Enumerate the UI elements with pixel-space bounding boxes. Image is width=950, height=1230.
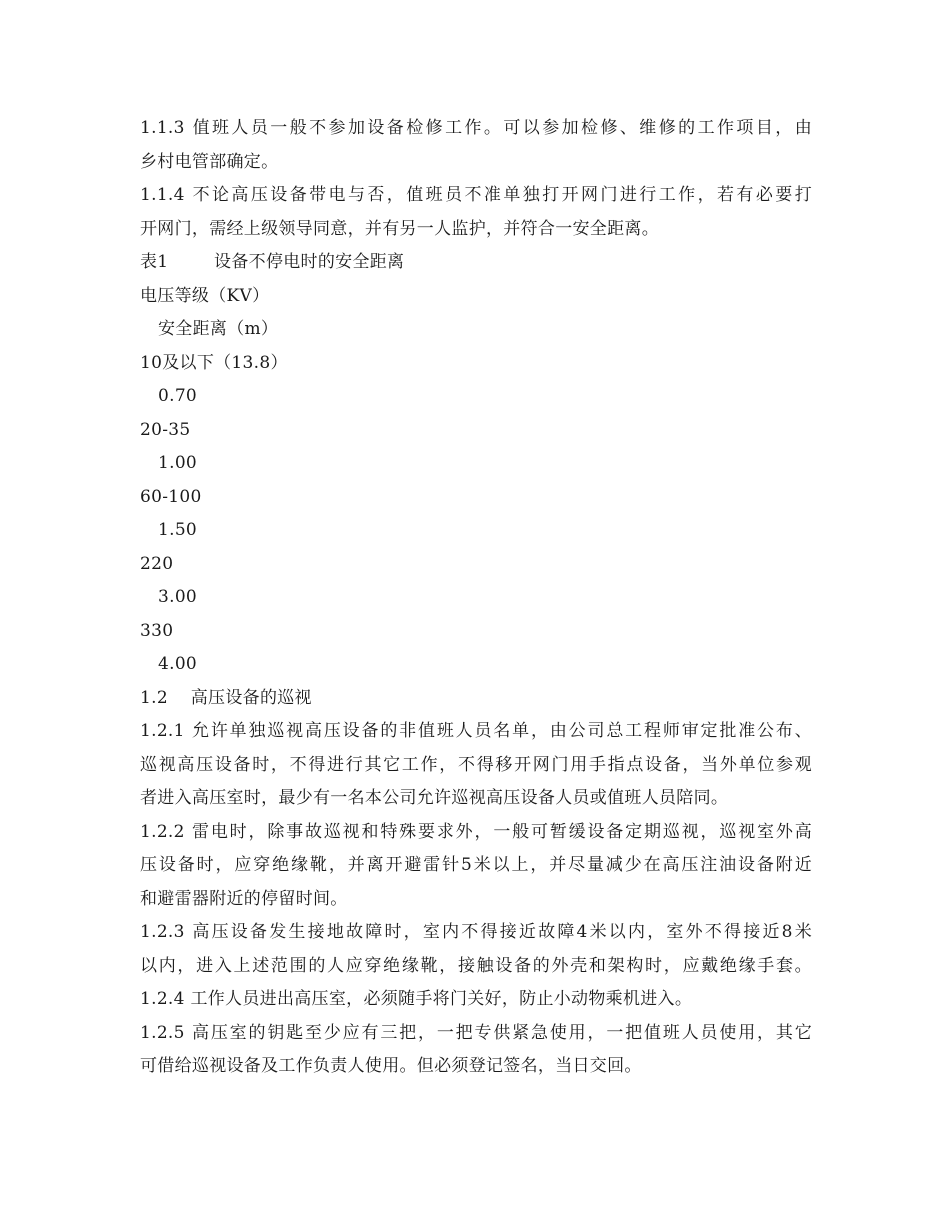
text-line: 乡村电管部确定。 bbox=[140, 151, 279, 172]
text-line: 以内，进入上述范围的人应穿绝缘靴，接触设备的外壳和架构时，应戴绝缘手套。 bbox=[140, 955, 812, 976]
text-line: 安全距离（m） bbox=[158, 319, 279, 339]
text-line: 4.00 bbox=[158, 654, 198, 674]
text-line: 3.00 bbox=[158, 587, 198, 607]
text-line: 1.2.2 雷电时，除事故巡视和特殊要求外，一般可暂缓设备定期巡视，巡视室外高 bbox=[140, 821, 812, 842]
text-line: 巡视高压设备时，不得进行其它工作，不得移开网门用手指点设备，当外单位参观 bbox=[140, 754, 812, 775]
text-line: 1.2.5 高压室的钥匙至少应有三把，一把专供紧急使用，一把值班人员使用，其它 bbox=[140, 1022, 812, 1043]
text-line: 压设备时，应穿绝缘靴，并离开避雷针5米以上，并尽量减少在高压注油设备附近 bbox=[140, 855, 812, 875]
text-line: 表1 设备不停电时的安全距离 bbox=[140, 252, 405, 272]
text-line: 者进入高压室时，最少有一名本公司允许巡视高压设备人员或值班人员陪同。 bbox=[140, 788, 729, 808]
text-line: 20-35 bbox=[140, 419, 191, 440]
text-line: 可借给巡视设备及工作负责人使用。但必须登记签名，当日交回。 bbox=[140, 1056, 642, 1076]
text-line: 220 bbox=[140, 553, 174, 574]
text-line: 1.50 bbox=[158, 520, 198, 540]
text-line: 1.00 bbox=[158, 453, 198, 473]
text-line: 0.70 bbox=[158, 386, 198, 406]
text-line: 60-100 bbox=[140, 486, 202, 507]
text-line: 330 bbox=[140, 620, 174, 641]
text-line: 1.1.3 值班人员一般不参加设备检修工作。可以参加检修、维修的工作项目，由 bbox=[140, 118, 812, 138]
text-line: 1.2 高压设备的巡视 bbox=[140, 687, 312, 708]
text-line: 1.2.3 高压设备发生接地故障时，室内不得接近故障4米以内，室外不得接近8米 bbox=[140, 922, 812, 942]
text-line: 1.1.4 不论高压设备带电与否，值班员不准单独打开网门进行工作，若有必要打 bbox=[140, 185, 812, 205]
text-line: 和避雷器附近的停留时间。 bbox=[140, 888, 348, 909]
document-body bbox=[140, 112, 812, 1084]
text-line: 1.2.1 允许单独巡视高压设备的非值班人员名单，由公司总工程师审定批准公布、 bbox=[140, 721, 812, 741]
text-line: 电压等级（KV） bbox=[140, 285, 270, 306]
text-line: 10及以下（13.8） bbox=[140, 352, 288, 373]
text-line: 开网门，需经上级领导同意，并有另一人监护，并符合一安全距离。 bbox=[140, 218, 659, 239]
text-line: 1.2.4 工作人员进出高压室，必须随手将门关好，防止小动物乘机进入。 bbox=[140, 989, 693, 1009]
